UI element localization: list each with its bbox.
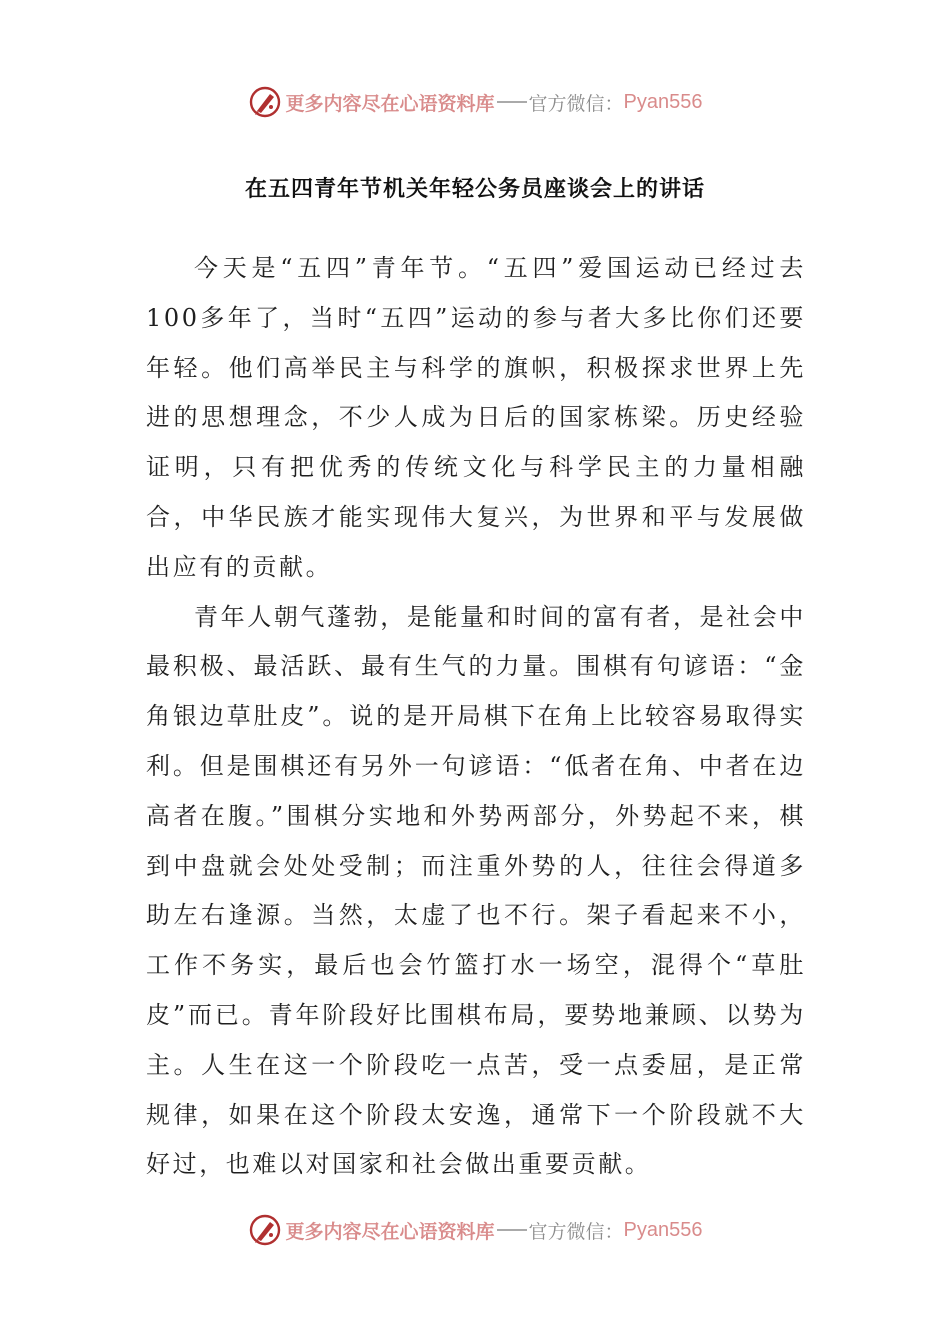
pen-logo-icon	[248, 1213, 282, 1247]
paragraph-1: 今天是“五四”青年节。“五四”爱国运动已经过去100多年了，当时“五四”运动的参与者大多比你们还要年轻。他们高举民主与科学的旗帜，积极探求世界上先进的思想理念，不少人成为日后的国家栋梁。历史经验证明，只有把优秀的传统文化与科学民主的力量相融合，中华民族才能实现伟大复兴，为世界和平与发展做出应有的贡献。	[146, 254, 806, 581]
wechat-label: 官方微信：	[528, 1220, 624, 1243]
wechat-id: Pyan556	[623, 90, 703, 113]
header-watermark-banner	[0, 80, 950, 124]
brand-name: 更多内容尽在心语资料库	[285, 92, 495, 115]
wechat-id: Pyan556	[623, 1218, 703, 1241]
wechat-label: 官方微信：	[528, 92, 624, 115]
document-title: 在五四青年节机关年轻公务员座谈会上的讲话	[244, 177, 705, 202]
pen-logo-icon	[248, 85, 282, 119]
paragraph-2: 青年人朝气蓬勃，是能量和时间的富有者，是社会中最积极、最活跃、最有生气的力量。围棋有句谚语：“金角银边草肚皮”。说的是开局棋下在角上比较容易取得实利。但是围棋还有另外一句谚语：“低者在角、中者在边高者在腹。”围棋分实地和外势两部分，外势起不来，棋到中盘就会处处受制；而注重外势的人，往往会得道多助左右逢源。当然，太虚了也不行。架子看起来不小，工作不务实，最后也会竹篮打水一场空，混得个“草肚皮”而已。青年阶段好比围棋布局，要势地兼顾、以势为主。人生在这一个阶段吃一点苦，受一点委屈，是正常规律，如果在这个阶段太安逸，通常下一个阶段就不大好过，也难以对国家和社会做出重要贡献。	[146, 602, 806, 1179]
banner-divider	[497, 1229, 527, 1231]
brand-name: 更多内容尽在心语资料库	[285, 1220, 495, 1243]
footer-watermark-banner	[0, 1208, 950, 1252]
banner-divider	[497, 101, 527, 103]
document-body	[146, 244, 806, 1190]
